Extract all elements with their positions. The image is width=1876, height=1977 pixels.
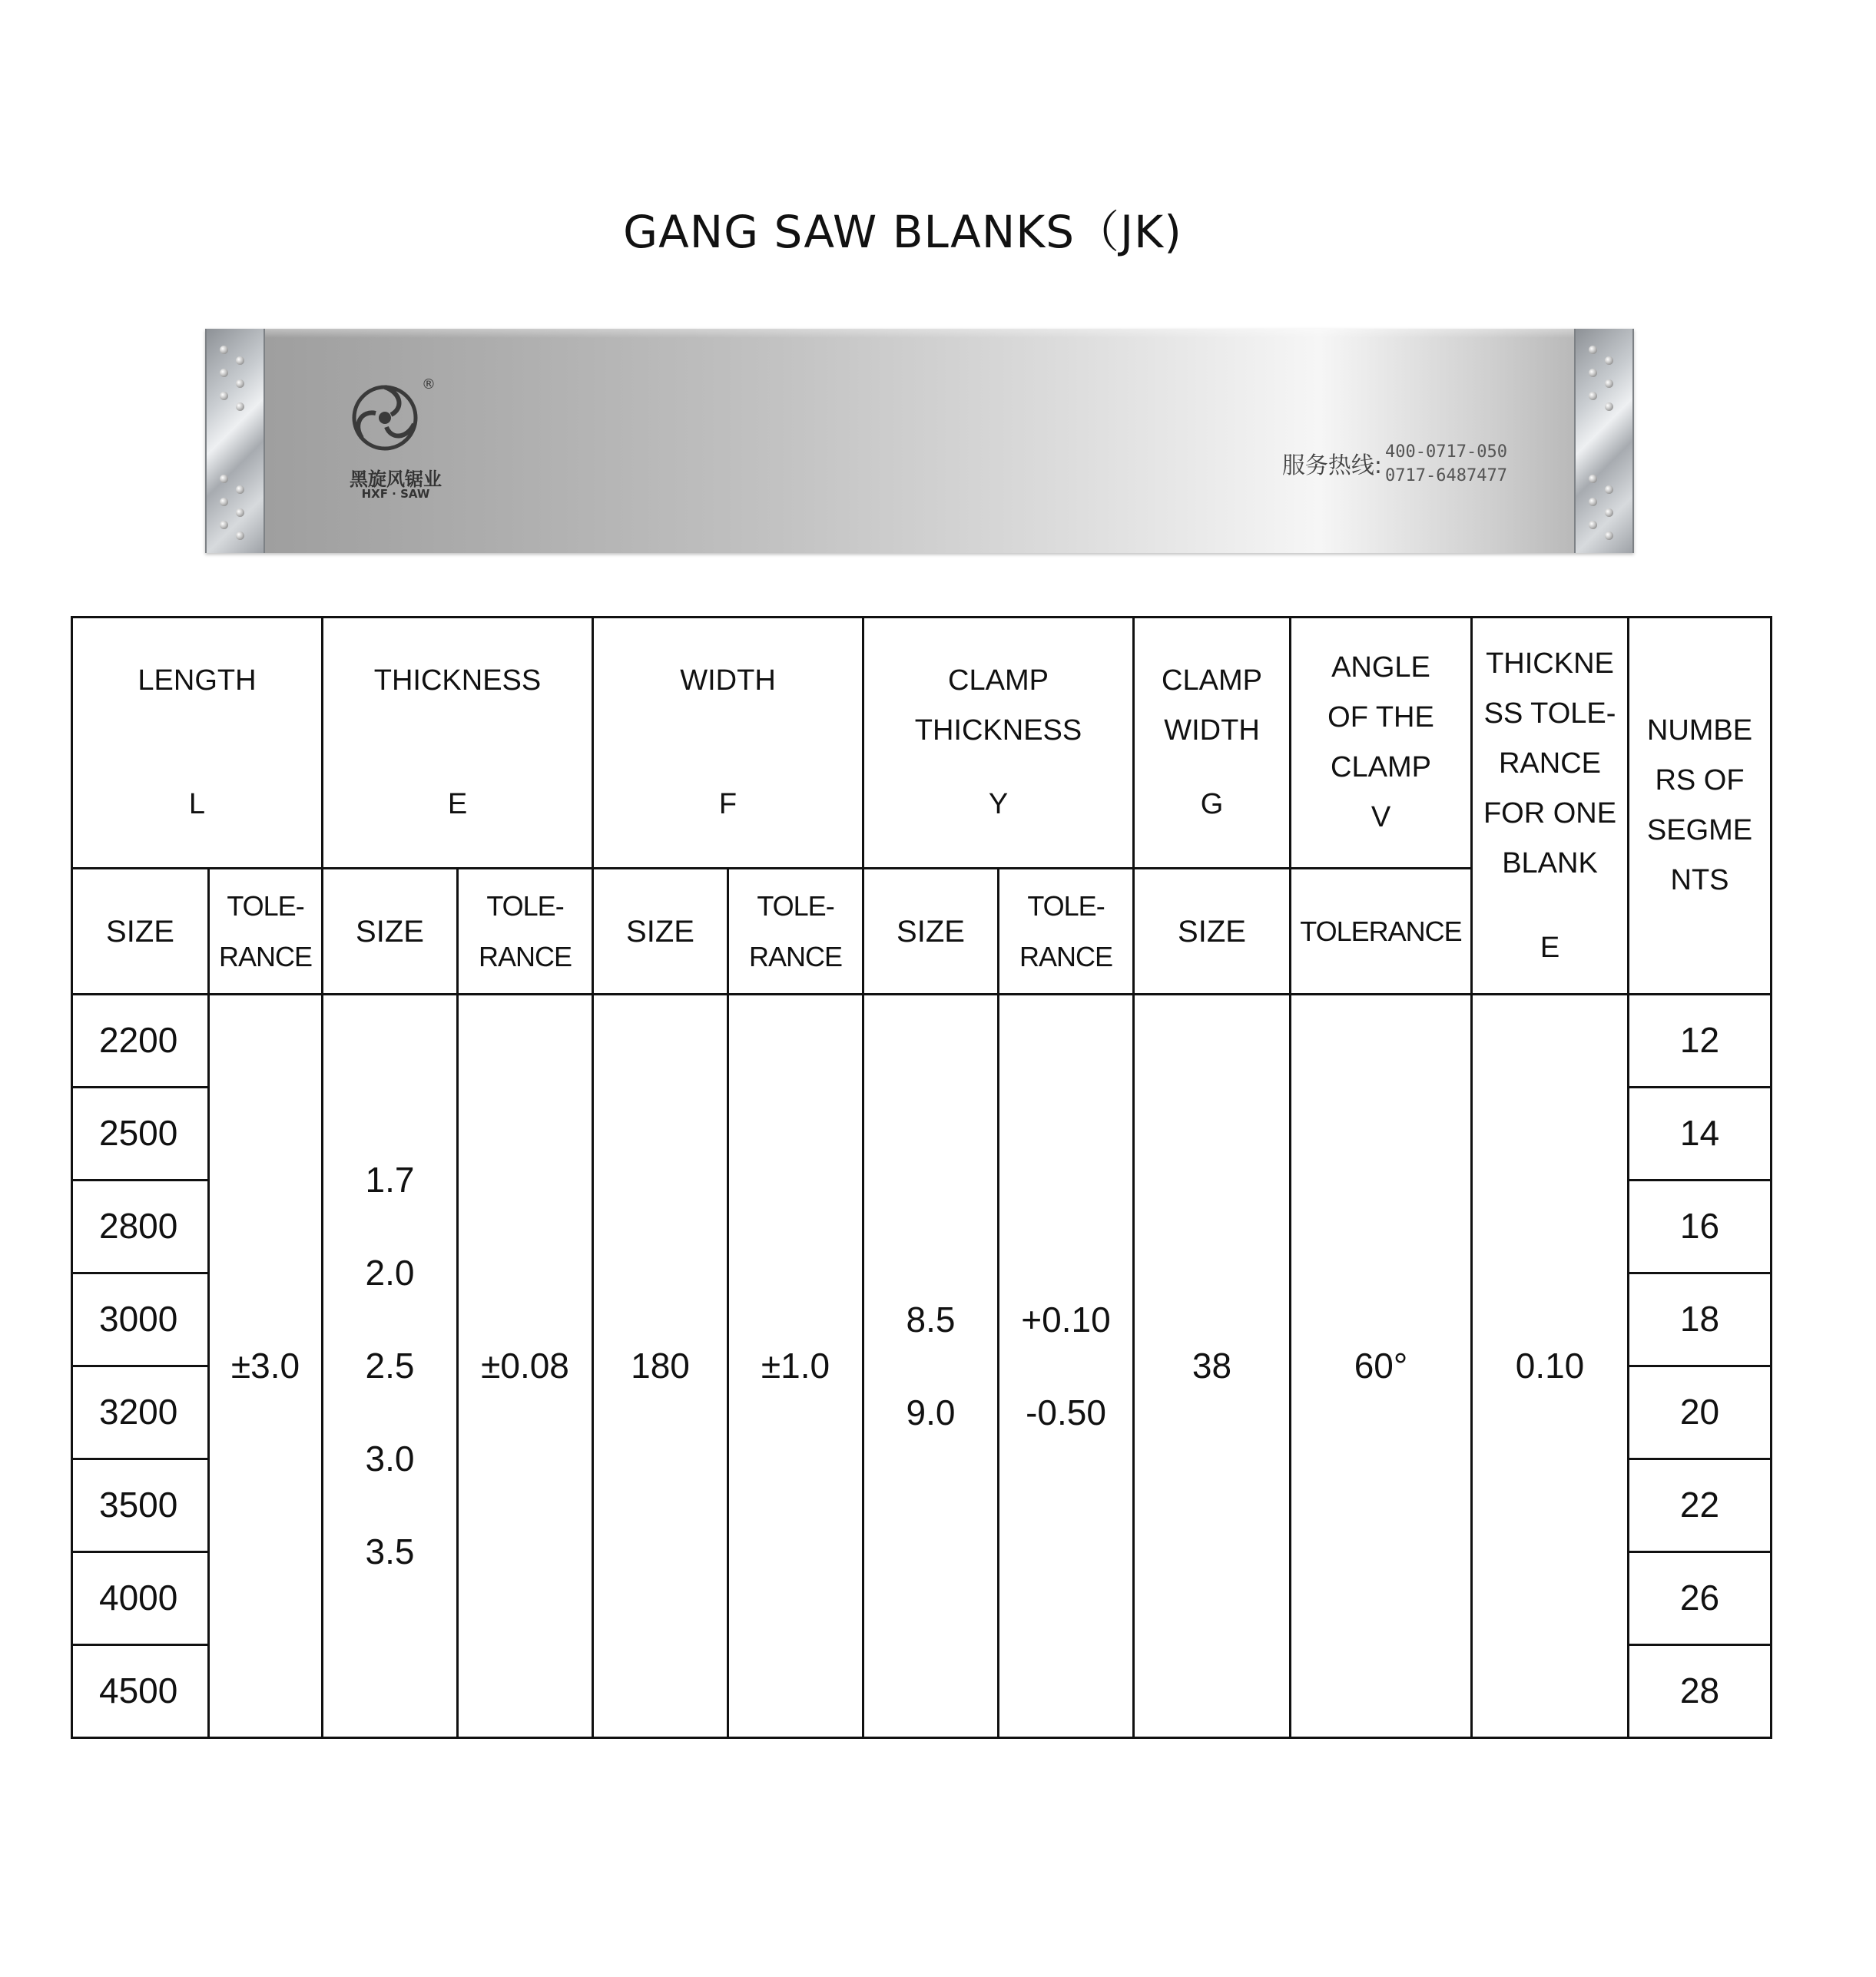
- segments-count: 22: [1629, 1459, 1772, 1552]
- hotline-number: 400-0717-050: [1385, 442, 1507, 462]
- subheader-size: SIZE: [863, 869, 999, 995]
- length-size: 2500: [72, 1088, 209, 1181]
- logo-name-en: HXF · SAW: [361, 487, 430, 501]
- width-size: 180: [593, 995, 728, 1738]
- header-width: WIDTH F: [593, 618, 863, 869]
- subheader-tolerance: TOLE- RANCE: [458, 869, 593, 995]
- segments-count: 16: [1629, 1181, 1772, 1273]
- blank-thickness-tolerance: 0.10: [1472, 995, 1629, 1738]
- subheader-size: SIZE: [1134, 869, 1291, 995]
- thickness-tolerance: ±0.08: [458, 995, 593, 1738]
- header-clamp-width: CLAMP WIDTH G: [1134, 618, 1291, 869]
- saw-blank-image: [205, 329, 1634, 553]
- length-size: 4500: [72, 1645, 209, 1738]
- right-clamp: [1574, 329, 1634, 553]
- length-size: 2800: [72, 1181, 209, 1273]
- clamp-thickness-tolerances: +0.10 -0.50: [999, 995, 1134, 1738]
- subheader-size: SIZE: [323, 869, 458, 995]
- logo-name-cn: 黑旋风锯业: [350, 469, 442, 490]
- length-size: 3500: [72, 1459, 209, 1552]
- header-segments: NUMBE RS OF SEGME NTS: [1629, 618, 1772, 995]
- subheader-tolerance: TOLERANCE: [1291, 869, 1472, 995]
- clamp-thickness-sizes: 8.5 9.0: [863, 995, 999, 1738]
- angle-tolerance: 60°: [1291, 995, 1472, 1738]
- segments-count: 26: [1629, 1552, 1772, 1645]
- length-size: 2200: [72, 995, 209, 1088]
- width-tolerance: ±1.0: [728, 995, 863, 1738]
- header-thickness-tolerance: THICKNE SS TOLE- RANCE FOR ONE BLANK E: [1472, 618, 1629, 995]
- length-size: 3000: [72, 1273, 209, 1366]
- segments-count: 20: [1629, 1366, 1772, 1459]
- subheader-size: SIZE: [593, 869, 728, 995]
- segments-count: 14: [1629, 1088, 1772, 1181]
- left-clamp: [205, 329, 265, 553]
- subheader-tolerance: TOLE- RANCE: [728, 869, 863, 995]
- segments-count: 18: [1629, 1273, 1772, 1366]
- subheader-size: SIZE: [72, 869, 209, 995]
- spec-table: [71, 616, 1772, 1739]
- length-size: 4000: [72, 1552, 209, 1645]
- length-size: 3200: [72, 1366, 209, 1459]
- subheader-tolerance: TOLE- RANCE: [209, 869, 323, 995]
- subheader-tolerance: TOLE- RANCE: [999, 869, 1134, 995]
- hotline-label: 服务热线:: [1281, 452, 1382, 479]
- hotline-number: 0717-6487477: [1385, 466, 1507, 485]
- registered-mark: ®: [422, 376, 436, 392]
- segments-count: 28: [1629, 1645, 1772, 1738]
- header-angle: ANGLE OF THE CLAMP V: [1291, 618, 1472, 869]
- hxf-swirl-logo-icon: [348, 375, 436, 459]
- header-clamp-thickness: CLAMP THICKNESS Y: [863, 618, 1134, 869]
- header-length: LENGTH L: [72, 618, 323, 869]
- clamp-width-size: 38: [1134, 995, 1291, 1738]
- segments-count: 12: [1629, 995, 1772, 1088]
- length-tolerance: ±3.0: [209, 995, 323, 1738]
- page-title: GANG SAW BLANKS（JK): [623, 206, 1182, 258]
- thickness-sizes: 1.7 2.0 2.5 3.0 3.5: [323, 995, 458, 1738]
- header-thickness: THICKNESS E: [323, 618, 593, 869]
